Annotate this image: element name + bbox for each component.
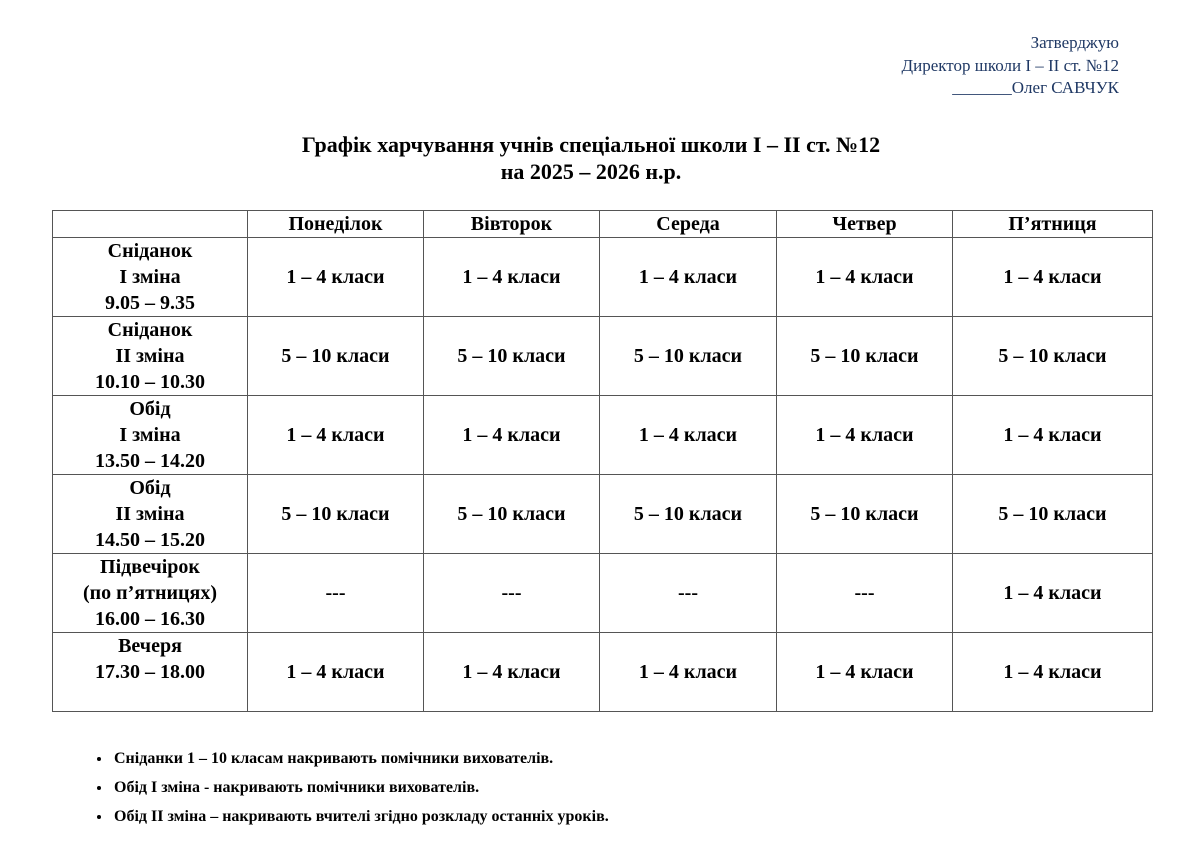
table-row bbox=[53, 396, 1153, 475]
schedule-cell: 5 – 10 класи bbox=[953, 475, 1153, 554]
schedule-cell: 1 – 4 класи bbox=[248, 238, 424, 317]
approval-block bbox=[902, 32, 1119, 100]
table-row bbox=[53, 475, 1153, 554]
schedule-cell: 1 – 4 класи bbox=[953, 633, 1153, 712]
title-line-year: на 2025 – 2026 н.р. bbox=[500, 159, 682, 184]
schedule-cell: 5 – 10 класи bbox=[424, 475, 600, 554]
schedule-cell: 1 – 4 класи bbox=[248, 396, 424, 475]
header-day-tuesday: Вівторок bbox=[424, 211, 600, 238]
meal-cell bbox=[53, 475, 248, 554]
list-item: • Обід І зміна - накривають помічники вихователів. bbox=[112, 773, 609, 802]
meal-name: Вечеря bbox=[118, 635, 182, 657]
schedule-cell: 1 – 4 класи bbox=[248, 633, 424, 712]
meal-cell bbox=[53, 554, 248, 633]
schedule-cell: 5 – 10 класи bbox=[600, 317, 777, 396]
meal-name: Сніданок bbox=[107, 240, 193, 262]
schedule-cell: 5 – 10 класи bbox=[248, 317, 424, 396]
table-row bbox=[53, 554, 1153, 633]
table-row bbox=[53, 633, 1153, 712]
meal-cell bbox=[53, 317, 248, 396]
header-day-thursday: Четвер bbox=[777, 211, 953, 238]
meal-name: Сніданок bbox=[107, 319, 193, 341]
header-corner-cell bbox=[53, 211, 248, 238]
schedule-cell: --- bbox=[248, 554, 424, 633]
schedule-cell: 5 – 10 класи bbox=[600, 475, 777, 554]
schedule-cell: 5 – 10 класи bbox=[953, 317, 1153, 396]
header-day-friday: П’ятниця bbox=[953, 211, 1153, 238]
schedule-cell: 1 – 4 класи bbox=[600, 396, 777, 475]
meal-schedule-table bbox=[52, 210, 1153, 712]
schedule-cell: 1 – 4 класи bbox=[424, 396, 600, 475]
meal-time: 14.50 – 15.20 bbox=[95, 529, 205, 551]
meal-name: Обід bbox=[129, 398, 171, 420]
meal-shift: (по п’ятницях) bbox=[82, 582, 218, 604]
approval-line-position: Директор школи І – ІІ ст. №12 bbox=[901, 55, 1119, 75]
schedule-cell: 1 – 4 класи bbox=[777, 238, 953, 317]
approval-line-signature: _______Олег САВЧУК bbox=[952, 78, 1119, 97]
table-header-row bbox=[53, 211, 1153, 238]
schedule-cell: 1 – 4 класи bbox=[600, 633, 777, 712]
schedule-cell: 1 – 4 класи bbox=[777, 396, 953, 475]
meal-name: Підвечірок bbox=[100, 556, 200, 578]
schedule-cell: 1 – 4 класи bbox=[600, 238, 777, 317]
list-item: • Обід ІІ зміна – накривають вчителі згідно розкладу останніх уроків. bbox=[112, 802, 609, 831]
meal-cell bbox=[53, 633, 248, 712]
table-row bbox=[53, 238, 1153, 317]
schedule-cell: 1 – 4 класи bbox=[424, 633, 600, 712]
schedule-cell: 5 – 10 класи bbox=[777, 317, 953, 396]
meal-cell bbox=[53, 238, 248, 317]
schedule-cell: 1 – 4 класи bbox=[953, 554, 1153, 633]
schedule-cell: --- bbox=[777, 554, 953, 633]
list-item: • Сніданки 1 – 10 класам накривають помічники вихователів. bbox=[112, 744, 609, 773]
title-line-main: Графік харчування учнів спеціальної школи І – ІІ ст. №12 bbox=[301, 132, 881, 157]
meal-time: 9.05 – 9.35 bbox=[105, 292, 195, 314]
header-day-monday: Понеділок bbox=[248, 211, 424, 238]
meal-shift: І зміна bbox=[119, 266, 181, 288]
schedule-cell: 5 – 10 класи bbox=[424, 317, 600, 396]
table-row bbox=[53, 317, 1153, 396]
meal-shift: І зміна bbox=[119, 424, 181, 446]
schedule-cell: 1 – 4 класи bbox=[777, 633, 953, 712]
meal-time: 16.00 – 16.30 bbox=[95, 608, 205, 630]
meal-shift: ІІ зміна bbox=[115, 345, 185, 367]
schedule-cell: 1 – 4 класи bbox=[424, 238, 600, 317]
schedule-cell: 5 – 10 класи bbox=[777, 475, 953, 554]
meal-shift: ІІ зміна bbox=[115, 503, 185, 525]
meal-name: Обід bbox=[129, 477, 171, 499]
approval-line-approve: Затверджую bbox=[1030, 33, 1119, 52]
notes-list bbox=[86, 744, 609, 831]
schedule-cell: 1 – 4 класи bbox=[953, 396, 1153, 475]
page-title bbox=[0, 131, 1182, 185]
meal-time: 17.30 – 18.00 bbox=[95, 661, 205, 683]
schedule-cell: --- bbox=[424, 554, 600, 633]
meal-cell bbox=[53, 396, 248, 475]
header-day-wednesday: Середа bbox=[600, 211, 777, 238]
schedule-cell: --- bbox=[600, 554, 777, 633]
schedule-cell: 5 – 10 класи bbox=[248, 475, 424, 554]
schedule-cell: 1 – 4 класи bbox=[953, 238, 1153, 317]
meal-time: 13.50 – 14.20 bbox=[95, 450, 205, 472]
meal-time: 10.10 – 10.30 bbox=[95, 371, 205, 393]
